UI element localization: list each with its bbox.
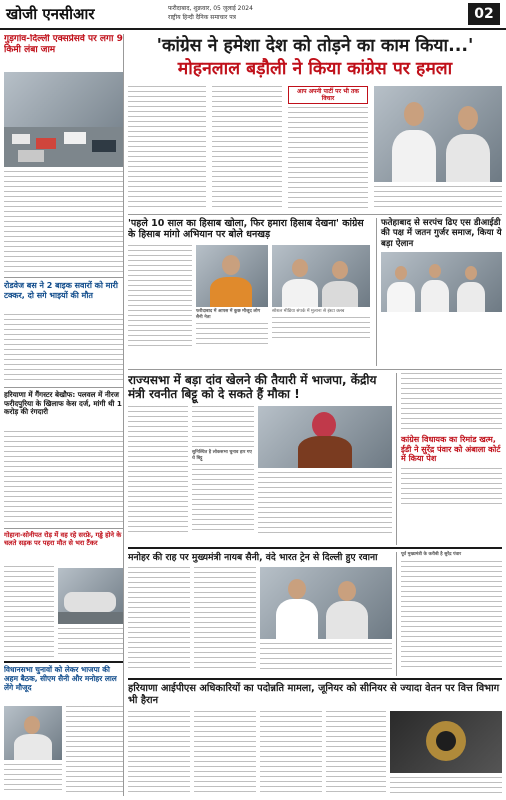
story5-body-cont (401, 561, 502, 671)
story7-body-col4 (326, 711, 386, 797)
story5-body (401, 468, 502, 506)
story3-headline: फतेहाबाद से सरपंच ढिए एस डीआईडी की पक्ष में जतन गुर्जर समाज, किया ये बड़ा ऐलान (381, 218, 502, 249)
date-text: फरीदाबाद, शुक्रवार, 05 जुलाई 2024 (168, 5, 253, 12)
lead-headline-1: 'कांग्रेस ने हमेशा देश को तोड़ने का काम किया...' (156, 36, 474, 56)
story2-headline: 'पहले 10 साल का हिसाब खोला, फिर हमारा हिसाब देखना' कांग्रेस के हिसाब मांगो अभियान पर बोले धनखड़ (128, 218, 364, 241)
story5-subhead: पूर्व मुख्यमंत्री के करीबी है सुरेंद्र पंवार (401, 552, 462, 557)
story2-caption-1: फरीदाबाद में आपस में कुछ मौजूद लोग सैनी नेता (196, 308, 261, 320)
left-story1-body (4, 171, 123, 274)
left-story2-body (4, 314, 123, 384)
lead-sidebar-title: आप अपनी पार्टी पर भी तक विचार (288, 86, 368, 104)
left-story4-headline: गोहाना-सोनीपत रोड़ में वह रहे सरफ्रे, गड्ढे होने के चलते सड़क पर पहरा मौत से भरा टैंकर (4, 531, 122, 547)
left-story3-body (4, 431, 123, 525)
story5-headline: कांग्रेस विधायक का रिमांड खत्म, ईडी ने सुरेंद्र पंवार को अंबाला कोर्ट में किया पेश (401, 435, 501, 464)
story6-body-col2 (194, 567, 256, 671)
story6-body-col1 (128, 567, 190, 671)
story2-body-col1 (128, 245, 192, 347)
left-story1-headline: गुड़गांव-दिल्ली एक्सप्रेसवे पर लगा 9 किमी लंबा जाम (4, 34, 123, 55)
tanker-photo (58, 568, 124, 624)
tagline-text: राष्ट्रीय हिन्दी दैनिक समाचार पत्र (168, 14, 236, 21)
story4-body-col1 (128, 406, 188, 536)
left-story4-body (4, 566, 54, 658)
story6-headline: मनोहर की राह पर मुख्यमंत्री नायब सैनी, वंदे भारत ट्रेन से दिल्ली हुए रवाना (128, 552, 378, 563)
story3-photo (381, 252, 502, 312)
newspaper-name: खोजी एनसीआर (6, 5, 95, 23)
left-story2-headline: रोडवेज बस ने 2 बाइक सवारों को मारी टक्कर, दो सगे भाइयों की मौत (4, 281, 118, 300)
lead-photo (374, 86, 502, 182)
left-story5-body (66, 706, 124, 794)
story2-photo-2 (272, 245, 370, 307)
left-story5-headline: विधानसभा चुनावों को लेकर भाजपा की अहम बैठक, सीएम सैनी और मनोहर लाल लेंगे मौजूद (4, 665, 117, 692)
story2-caption-2: सोशल मीडिया संपर्क में मुलाना से इंस्टा क्लब (272, 308, 345, 314)
story4-subhead: सुनिश्चित है लोकसभा चुनाव हार गए थे बिट्टू (192, 449, 252, 461)
story7-body-col3 (260, 711, 322, 797)
lead-body-col1 (128, 86, 206, 210)
story7-body-col2 (194, 711, 256, 797)
bittu-photo (258, 406, 392, 468)
story4-headline: राज्यसभा में बड़ा दांव खेलने की तैयारी में भाजपा, केंद्रीय मंत्री रवनीत बिट्टू को दे सकते हैं मौका ! (128, 373, 377, 402)
left-story3-headline: हरियाणा में गैंगस्टर बेखौफ: पलवल में नीरज फरीदपुरिया के खिलाफ केस दर्ज, मांगी थी 1 करोड़ की रंगदारी (4, 390, 122, 417)
bjp-meeting-photo (4, 706, 62, 760)
story4-body-col2 (192, 406, 254, 448)
ips-badge-photo (390, 711, 502, 773)
lead-headline-2: मोहनलाल बड़ौली ने किया कांग्रेस पर हमला (177, 59, 453, 79)
lead-body-col2 (212, 86, 282, 210)
story3-body (401, 373, 502, 431)
story7-headline: हरियाणा आईपीएस अधिकारियों का पदोन्नति मामला, जूनियर को सीनियर से ज्यादा वेतन पर वित्त विभाग भी हैरान (128, 683, 500, 706)
masthead (0, 0, 506, 30)
page-number: 02 (468, 3, 500, 25)
story7-body-col1 (128, 711, 190, 797)
traffic-jam-photo (4, 72, 123, 167)
left-column (4, 34, 124, 796)
date-line (168, 4, 368, 22)
story2-photo-1 (196, 245, 268, 307)
saini-train-photo (260, 567, 392, 639)
main-area (128, 34, 502, 796)
lead-sidebar-body (288, 107, 368, 211)
